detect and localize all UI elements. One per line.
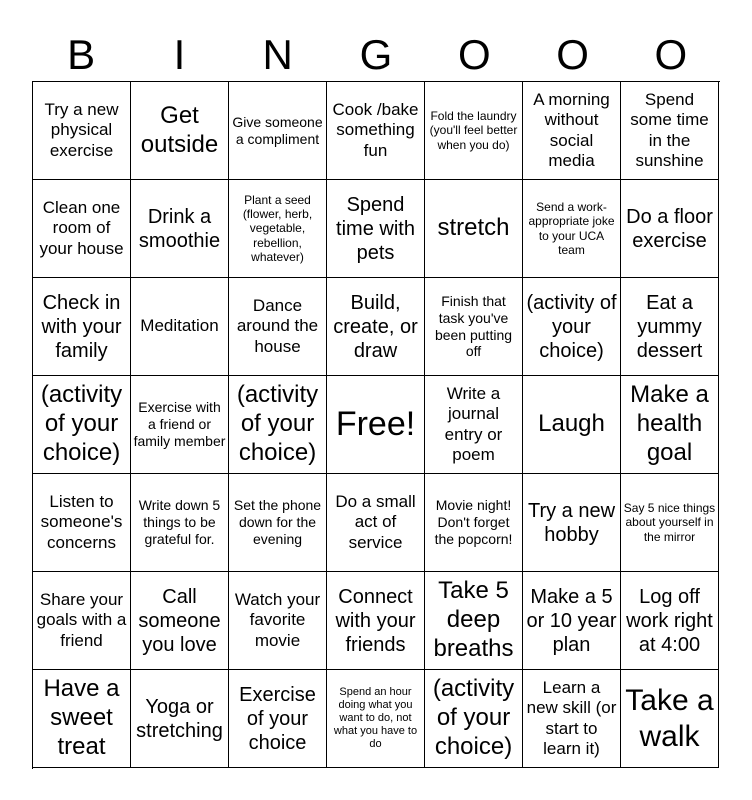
bingo-cell[interactable] — [131, 376, 229, 474]
cell-text: Meditation — [140, 316, 219, 336]
cell-text: Spend some time in the sunshine — [630, 89, 709, 170]
bingo-cell[interactable] — [327, 180, 425, 278]
cell-text: Log off work right at 4:00 — [626, 585, 713, 656]
bingo-cell[interactable] — [131, 670, 229, 768]
cell-text: Eat a yummy dessert — [636, 291, 703, 362]
bingo-cell[interactable] — [425, 670, 523, 768]
cell-text: Fold the laundry (you'll feel better when you do) — [429, 108, 518, 152]
bingo-cell[interactable] — [523, 474, 621, 572]
bingo-cell[interactable] — [327, 474, 425, 572]
cell-text: Try a new physical exercise — [44, 99, 119, 160]
cell-text: Laugh — [538, 410, 605, 438]
cell-text: stretch — [437, 214, 510, 242]
bingo-cell[interactable] — [327, 670, 425, 768]
cell-text: Try a new hobby — [527, 499, 616, 546]
bingo-cell[interactable] — [327, 82, 425, 180]
cell-text: Take 5 deep breaths — [433, 577, 514, 662]
cell-text: (activity of your choice) — [40, 381, 123, 466]
cell-text: Check in with your family — [41, 291, 122, 362]
bingo-cell[interactable] — [229, 82, 327, 180]
bingo-cell[interactable] — [33, 572, 131, 670]
bingo-cell[interactable] — [131, 278, 229, 376]
cell-text: Build, create, or draw — [333, 291, 418, 362]
bingo-cell[interactable] — [33, 82, 131, 180]
bingo-cell[interactable] — [621, 670, 719, 768]
cell-text: (activity of your choice) — [432, 675, 515, 760]
cell-text: Listen to someone's concerns — [40, 491, 123, 552]
cell-text: Movie night! Don't forget the popcorn! — [434, 497, 513, 547]
cell-text: (activity of your choice) — [236, 381, 319, 466]
bingo-cell[interactable] — [229, 180, 327, 278]
cell-text: Dance around the house — [236, 295, 319, 356]
bingo-cell[interactable] — [621, 376, 719, 474]
bingo-cell[interactable] — [229, 670, 327, 768]
header-letter-o: O — [556, 31, 589, 78]
bingo-cell[interactable] — [523, 278, 621, 376]
bingo-cell[interactable] — [621, 82, 719, 180]
bingo-cell[interactable] — [621, 180, 719, 278]
bingo-cell[interactable] — [327, 376, 425, 474]
cell-text: Do a floor exercise — [626, 205, 713, 252]
header-letter-b: B — [67, 31, 96, 78]
header-letter-i: I — [173, 31, 186, 78]
bingo-cell[interactable] — [33, 474, 131, 572]
bingo-cell[interactable] — [425, 82, 523, 180]
header-letter-o: O — [654, 31, 688, 78]
cell-text: Plant a seed (flower, herb, vegetable, rebellion, whatever) — [242, 192, 313, 265]
cell-text: Call someone you love — [138, 585, 221, 656]
cell-text: Set the phone down for the evening — [233, 497, 322, 547]
bingo-cell[interactable] — [229, 376, 327, 474]
bingo-cell[interactable] — [229, 572, 327, 670]
cell-text: Give someone a compliment — [232, 113, 323, 147]
cell-text: Take a walk — [625, 683, 714, 753]
bingo-cell[interactable] — [33, 180, 131, 278]
cell-text: Drink a smoothie — [138, 205, 221, 252]
cell-text: Exercise with a friend or family member — [133, 399, 226, 449]
header-letter-g: G — [359, 31, 393, 78]
cell-text: Yoga or stretching — [136, 695, 223, 742]
cell-text: Say 5 nice things about yourself in the mirror — [623, 500, 716, 544]
cell-text: Spend time with pets — [336, 193, 415, 264]
cell-text: Have a sweet treat — [43, 675, 120, 760]
cell-text: Finish that task you've been putting off — [434, 292, 513, 360]
cell-text: Get outside — [140, 101, 219, 158]
bingo-cell[interactable] — [621, 278, 719, 376]
bingo-cell[interactable] — [425, 278, 523, 376]
cell-text: Write down 5 things to be grateful for. — [138, 497, 221, 547]
header-letter-o: O — [457, 31, 491, 78]
bingo-cell[interactable] — [523, 670, 621, 768]
bingo-cell[interactable] — [131, 474, 229, 572]
bingo-cell[interactable] — [229, 474, 327, 572]
bingo-cell[interactable] — [523, 82, 621, 180]
bingo-cell[interactable] — [327, 572, 425, 670]
cell-text: Send a work-appropriate joke to your UCA team — [528, 199, 615, 257]
cell-text: Watch your favorite movie — [234, 589, 321, 650]
cell-text: Write a journal entry or poem — [444, 383, 503, 464]
cell-text: Clean one room of your house — [39, 197, 124, 258]
cell-text: Cook /bake something fun — [332, 99, 419, 160]
bingo-cell[interactable] — [33, 278, 131, 376]
free-space-text: Free! — [335, 405, 416, 444]
bingo-cell[interactable] — [425, 180, 523, 278]
cell-text: Share your goals with a friend — [36, 589, 127, 650]
cell-text: Spend an hour doing what you want to do, not what you have to do — [333, 685, 418, 751]
cell-text: Make a 5 or 10 year plan — [526, 585, 617, 656]
bingo-cell[interactable] — [33, 376, 131, 474]
bingo-cell[interactable] — [327, 278, 425, 376]
bingo-cell[interactable] — [425, 474, 523, 572]
bingo-cell[interactable] — [425, 572, 523, 670]
cell-text: (activity of your choice) — [526, 291, 617, 362]
bingo-cell[interactable] — [131, 180, 229, 278]
cell-text: Connect with your friends — [335, 585, 416, 656]
bingo-cell[interactable] — [229, 278, 327, 376]
cell-text: Make a health goal — [630, 381, 709, 466]
bingo-cell[interactable] — [621, 572, 719, 670]
cell-text: Do a small act of service — [335, 491, 416, 552]
bingo-cell[interactable] — [621, 474, 719, 572]
bingo-cell[interactable] — [33, 670, 131, 768]
header-letter-n: N — [262, 31, 293, 78]
cell-text: Learn a new skill (or start to learn it) — [526, 677, 617, 758]
bingo-board — [32, 81, 720, 769]
bingo-cell[interactable] — [131, 572, 229, 670]
bingo-cell[interactable] — [523, 572, 621, 670]
bingo-cell[interactable] — [523, 180, 621, 278]
bingo-header — [32, 28, 720, 82]
bingo-cell[interactable] — [131, 82, 229, 180]
bingo-cell[interactable] — [523, 376, 621, 474]
cell-text: A morning without social media — [533, 89, 610, 170]
cell-text: Exercise of your choice — [239, 683, 316, 754]
bingo-cell[interactable] — [425, 376, 523, 474]
